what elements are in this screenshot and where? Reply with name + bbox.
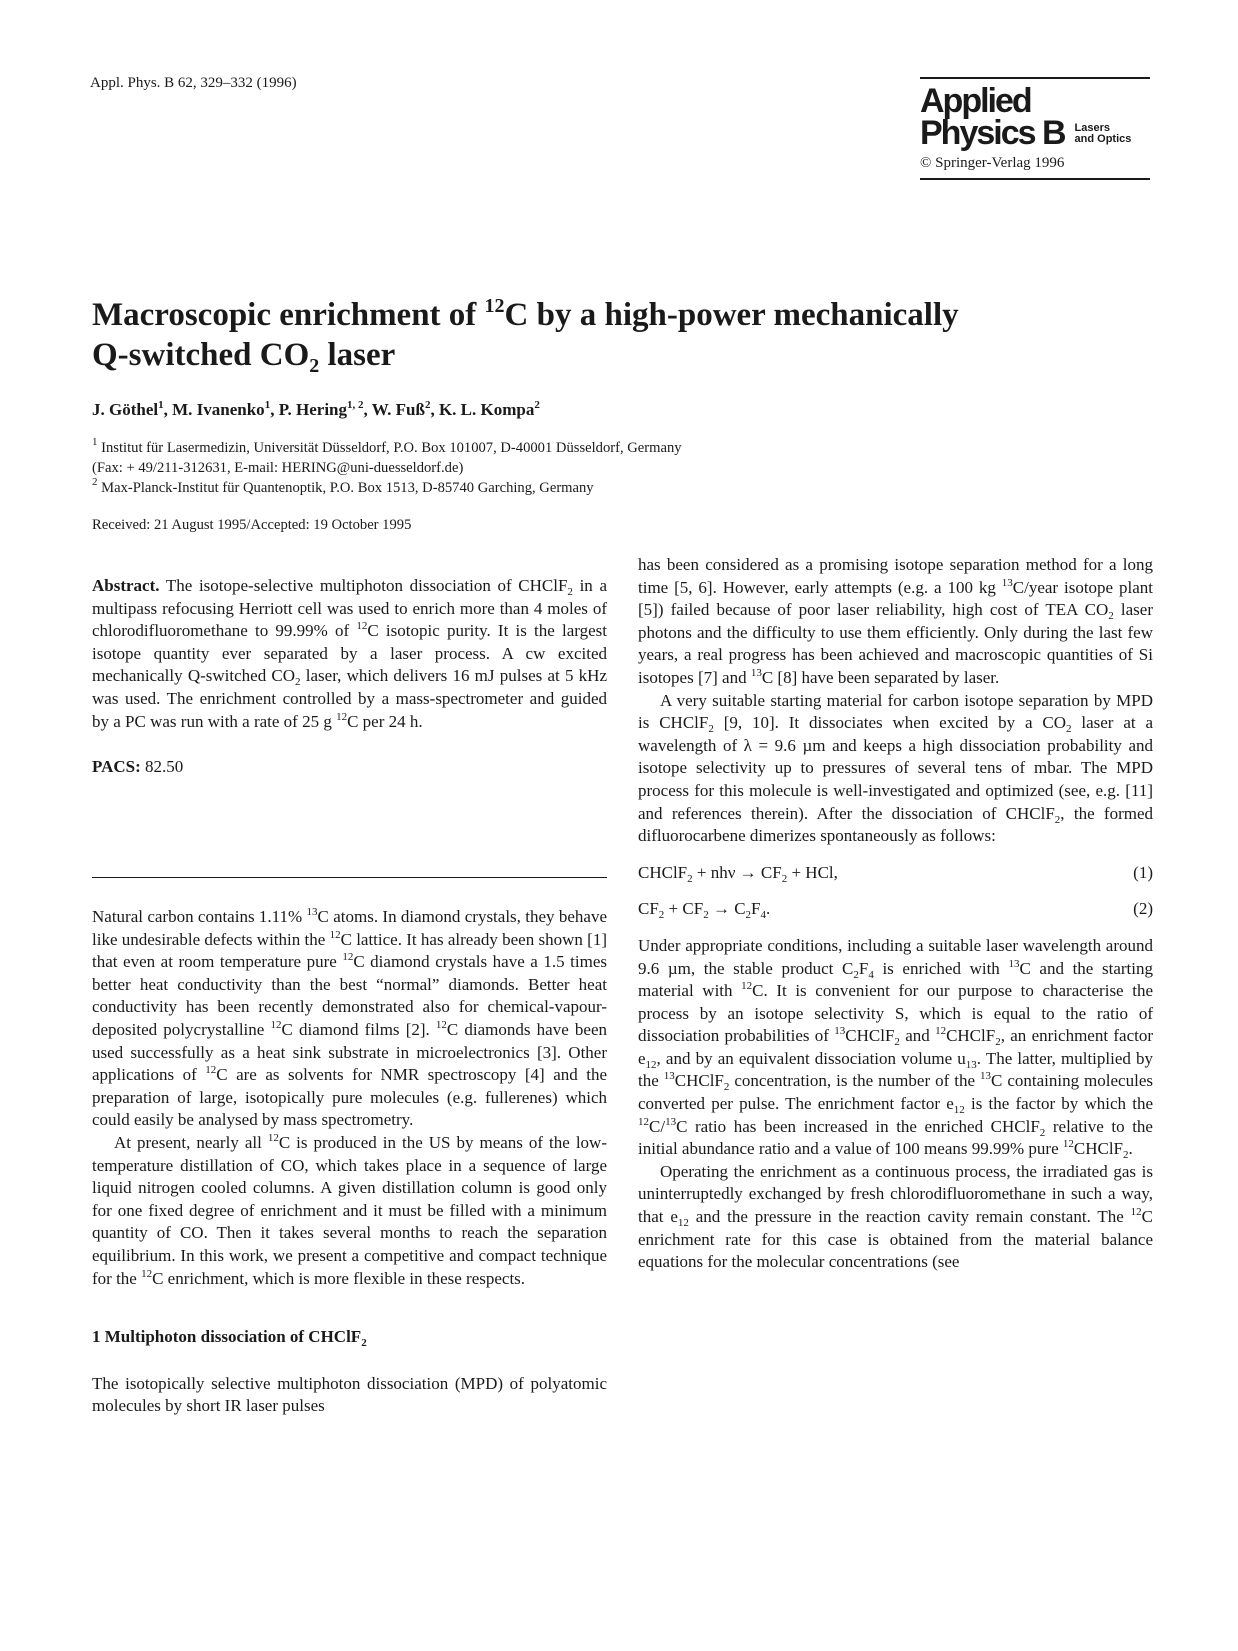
- sup: 12: [638, 1115, 649, 1128]
- text: CHClF: [845, 1026, 895, 1046]
- sup: 13: [1008, 957, 1020, 970]
- text: C is produced in the US by means of the low-temperature distillation of CO, which takes place in a sequence of large liquid nitrogen cooled columns. A given distillation column is good only for one fixed degree of enrichment and it must be filled with a minimum quantity of CO. Then it takes several months to reach the separation equilibrium. In this work, we present a competitive and compact technique for the: [92, 1132, 607, 1288]
- text: Operating the enrichment as a continuous process, the irradiated gas is uninterruptedly exchanged by fresh chlorodifluoromethane in such a way, that e: [638, 1161, 1153, 1227]
- sub: 2: [745, 909, 752, 922]
- text: C per 24 h.: [347, 711, 423, 731]
- text: C enrichment rate for this case is obtained from the material balance equations for the molecular concentrations (see: [638, 1207, 1153, 1272]
- pacs: [92, 756, 607, 779]
- text: F: [858, 958, 869, 978]
- text: is enriched with: [873, 958, 1009, 978]
- sub: 2: [687, 872, 693, 885]
- author: , M. Ivanenko: [163, 400, 265, 419]
- author: , K. L. Kompa: [430, 400, 535, 419]
- text: C isotopic purity. It is the largest isotope quantity ever separated by a laser process. A cw excited mechanically Q-switched CO: [92, 621, 608, 686]
- title-part: C by a high-power mechanically: [504, 297, 959, 333]
- sub: 2: [853, 968, 859, 981]
- right-paragraph-3: [638, 935, 1153, 1161]
- sup: 13: [750, 666, 762, 679]
- text: F: [751, 899, 761, 919]
- text: + nhν → CF: [692, 862, 782, 882]
- journal-logo: [920, 77, 1150, 180]
- author: , P. Hering: [270, 400, 348, 419]
- text: laser photons and the difficulty to use them efficiently. Only during the last few years, a real progress has been achieved and macroscopic quantities of Si isotopes [7] and: [638, 600, 1153, 687]
- equation-1: [638, 862, 1153, 885]
- text: CHClF: [946, 1026, 996, 1046]
- text: C lattice. It has already been shown [1] that even at room temperature pure: [92, 929, 607, 972]
- received-dates: Received: 21 August 1995/Accepted: 19 October 1995: [92, 517, 412, 533]
- text: .: [766, 899, 771, 919]
- sub: 12: [645, 1058, 657, 1071]
- sub: 2: [703, 909, 709, 922]
- section1-paragraph: The isotopically selective multiphoton dissociation (MPD) of polyatomic molecules by short IR laser pulses: [92, 1373, 607, 1416]
- sub: 2: [708, 723, 714, 736]
- text: and the pressure in the reaction cavity remain constant. The: [688, 1207, 1131, 1227]
- title-sup: 12: [484, 295, 505, 317]
- logo-sub-optics: and Optics: [1074, 133, 1132, 145]
- text: CF: [638, 899, 659, 919]
- sub: 2: [1108, 610, 1114, 623]
- text: concentration, is the number of the: [729, 1071, 980, 1091]
- sup: 12: [205, 1064, 217, 1077]
- pacs-label: PACS:: [92, 757, 141, 777]
- right-paragraph-1: [638, 554, 1153, 690]
- sub: 13: [965, 1058, 977, 1071]
- sub: 2: [1039, 1126, 1046, 1139]
- sup: 12: [435, 1018, 447, 1031]
- equation-body: [638, 898, 770, 921]
- author-affil-mark: 1: [158, 399, 164, 411]
- sup: 12: [1062, 1138, 1074, 1151]
- affiliations: [92, 438, 682, 498]
- text: Under appropriate conditions, including a suitable laser wavelength around 9.6 µm, the stable product C: [638, 935, 1153, 978]
- paper-title: [92, 295, 1092, 375]
- logo-physics-text: Physics B: [920, 114, 1065, 152]
- logo-subtitle: [1075, 123, 1132, 145]
- text: C diamonds have been used successfully as a heat sink substrate in microelectronics [3]. Other applications of: [92, 1019, 607, 1085]
- right-column: [638, 554, 1153, 1274]
- text: has been considered as a promising isotope separation method for a long time [5, 6]. However, early attempts (e.g. a 100 kg: [638, 555, 1153, 597]
- affiliation-contact: (Fax: + 49/211-312631, E-mail: HERING@uni-duesseldorf.de): [92, 460, 464, 476]
- logo-applied: Applied: [920, 82, 1031, 120]
- sup: 13: [306, 906, 318, 918]
- logo-physics-b: [920, 114, 1150, 152]
- sub: 2: [295, 676, 301, 689]
- equation-number: (2): [1133, 899, 1153, 919]
- text: → C: [708, 899, 746, 919]
- text: [9, 10]. It dissociates when excited by a CO: [713, 713, 1067, 733]
- text: laser at a wavelength of λ = 9.6 µm and keeps a high dissociation probability and isotope selectivity up to pressures of several tens of mbar. The MPD process for this molecule is well-investigated and optimized (see, e.g. [11] and references therein). After the dissociation of CHClF: [638, 713, 1153, 823]
- sub: 2: [1123, 1149, 1129, 1162]
- text: Natural carbon contains 1.11%: [92, 907, 307, 926]
- logo-sub-lasers: Lasers: [1074, 122, 1111, 134]
- sub: 2: [1066, 723, 1072, 736]
- copyright: © Springer-Verlag 1996: [920, 155, 1065, 171]
- sup: 12: [741, 980, 753, 993]
- text: C [8] have been separated by laser.: [761, 667, 1000, 687]
- logo-top-rule: [920, 77, 1150, 79]
- author-affil-mark: 2: [534, 399, 540, 411]
- left-column-top: [92, 575, 607, 779]
- affil-number: 1: [92, 436, 98, 448]
- text: . The latter, multiplied by the: [638, 1048, 1154, 1091]
- text: C and the starting material with: [638, 958, 1153, 1001]
- text: laser, which delivers 16 mJ pulses at 5 kHz was used. The enrichment controlled by a mass-spectrometer and guided by a PC was run with a rate of 25 g: [92, 666, 607, 731]
- sup: 12: [267, 1131, 279, 1144]
- text: .: [1128, 1139, 1133, 1159]
- text: C are as solvents for NMR spectroscopy [4] and the preparation of large, isotopically pure molecules (e.g. fullerenes) which could easily be analysed by mass spectrometry.: [92, 1065, 607, 1130]
- equation-2: [638, 898, 1153, 921]
- intro-paragraph-2: [92, 1132, 607, 1290]
- text: is the factor by which the: [964, 1094, 1153, 1114]
- abstract: [92, 575, 607, 733]
- equation-body: [638, 862, 838, 885]
- sup: 13: [665, 1115, 677, 1128]
- sup: 12: [141, 1267, 153, 1280]
- author: , W. Fuß: [363, 400, 425, 419]
- text: , the formed difluorocarbene dimerizes spontaneously as follows:: [638, 803, 1154, 846]
- text: At present, nearly all: [114, 1132, 268, 1152]
- sub: 2: [361, 1337, 367, 1350]
- text: in a multipass refocusing Herriott cell was used to enrich more than 4 moles of chlorodifluoromethane to 99.99% of: [92, 576, 607, 641]
- text: 1 Multiphoton dissociation of CHClF: [92, 1327, 362, 1347]
- author-list: [92, 400, 540, 420]
- text: C diamond films [2].: [281, 1019, 436, 1039]
- intro-paragraph-1: [92, 906, 607, 1132]
- sup: 12: [1130, 1206, 1142, 1219]
- sup: 12: [342, 951, 354, 964]
- text: , and by an equivalent dissociation volume u: [656, 1048, 966, 1068]
- pacs-value: 82.50: [140, 757, 184, 777]
- text: C ratio has been increased in the enriched CHClF: [676, 1116, 1040, 1136]
- sup: 13: [980, 1070, 991, 1083]
- text: relative to the initial abundance ratio and a value of 100 means 99.99% pure: [638, 1116, 1153, 1159]
- abstract-label: Abstract.: [92, 576, 160, 595]
- text: C containing molecules converted per pulse. The enrichment factor e: [638, 1071, 1153, 1114]
- sup: 12: [329, 928, 341, 941]
- affiliation-1: [92, 438, 682, 458]
- author-affil-mark: 1, 2: [347, 399, 364, 411]
- sub: 2: [723, 1081, 730, 1094]
- sub: 2: [1054, 813, 1061, 826]
- equation-number: (1): [1133, 862, 1153, 882]
- sup: 13: [1001, 576, 1013, 589]
- text: CHClF: [1073, 1139, 1123, 1159]
- title-part: Macroscopic enrichment of: [92, 297, 485, 333]
- text: CHClF: [674, 1071, 724, 1091]
- sup: 12: [356, 620, 368, 633]
- author-affil-mark: 1: [264, 399, 271, 411]
- sub: 2: [567, 586, 573, 598]
- text: C enrichment, which is more flexible in these respects.: [152, 1268, 526, 1288]
- sub: 2: [781, 872, 788, 885]
- text: C atoms. In diamond crystals, they behave like undesirable defects within the: [92, 907, 607, 949]
- text: C/year isotope plant [5]) failed because of poor laser reliability, high cost of TEA CO: [638, 577, 1153, 620]
- logo-bottom-rule: [920, 178, 1150, 180]
- affil-text: Max-Planck-Institut für Quantenoptik, P.O. Box 1513, D-85740 Garching, Germany: [97, 480, 594, 496]
- text: The isotope-selective multiphoton dissociation of CHClF: [159, 576, 568, 595]
- sub: 12: [677, 1217, 689, 1230]
- affil-text: Institut für Lasermedizin, Universität Düsseldorf, P.O. Box 101007, D-40001 Düsseldorf, Germany: [97, 440, 682, 456]
- sup: 12: [270, 1018, 282, 1031]
- author: J. Göthel: [92, 400, 159, 419]
- right-paragraph-2: [638, 690, 1153, 848]
- sup: 13: [663, 1070, 675, 1083]
- journal-citation: Appl. Phys. B 62, 329–332 (1996): [90, 75, 297, 91]
- sup: 12: [336, 710, 348, 723]
- text: , an enrichment factor e: [638, 1026, 1154, 1068]
- title-sub: 2: [309, 355, 320, 377]
- author-affil-mark: 2: [424, 399, 431, 411]
- affil-number: 2: [92, 476, 98, 488]
- title-part: laser: [319, 337, 396, 373]
- text: CHClF: [638, 862, 688, 882]
- text: C diamond crystals have a 1.5 times better heat conductivity than the best “normal” diamonds. Better heat conductivity has been recently demonstrated also for chemical-vapour-deposited polycrystalline: [92, 952, 607, 1039]
- left-column-body: [92, 906, 607, 1418]
- sub: 2: [658, 909, 665, 922]
- title-part: Q-switched CO: [92, 337, 310, 373]
- sub: 2: [995, 1036, 1001, 1049]
- sub: 2: [894, 1036, 900, 1049]
- text: A very suitable starting material for carbon isotope separation by MPD is CHClF: [638, 690, 1153, 733]
- sub: 12: [953, 1104, 965, 1117]
- abstract-divider: [92, 877, 607, 878]
- affiliation-2: [92, 478, 682, 498]
- sup: 12: [935, 1025, 947, 1038]
- right-paragraph-4: [638, 1161, 1153, 1274]
- sub: 4: [868, 968, 874, 981]
- text: and: [899, 1026, 936, 1046]
- section-heading-1: [92, 1326, 607, 1349]
- text: + HCl,: [787, 862, 838, 882]
- text: C/: [649, 1116, 666, 1136]
- text: + CF: [664, 899, 704, 919]
- sup: 13: [834, 1025, 846, 1038]
- text: C. It is convenient for our purpose to characterise the process by an isotope selectivity S, which is equal to the ratio of dissociation probabilities of: [638, 981, 1153, 1046]
- sub: 4: [760, 909, 766, 922]
